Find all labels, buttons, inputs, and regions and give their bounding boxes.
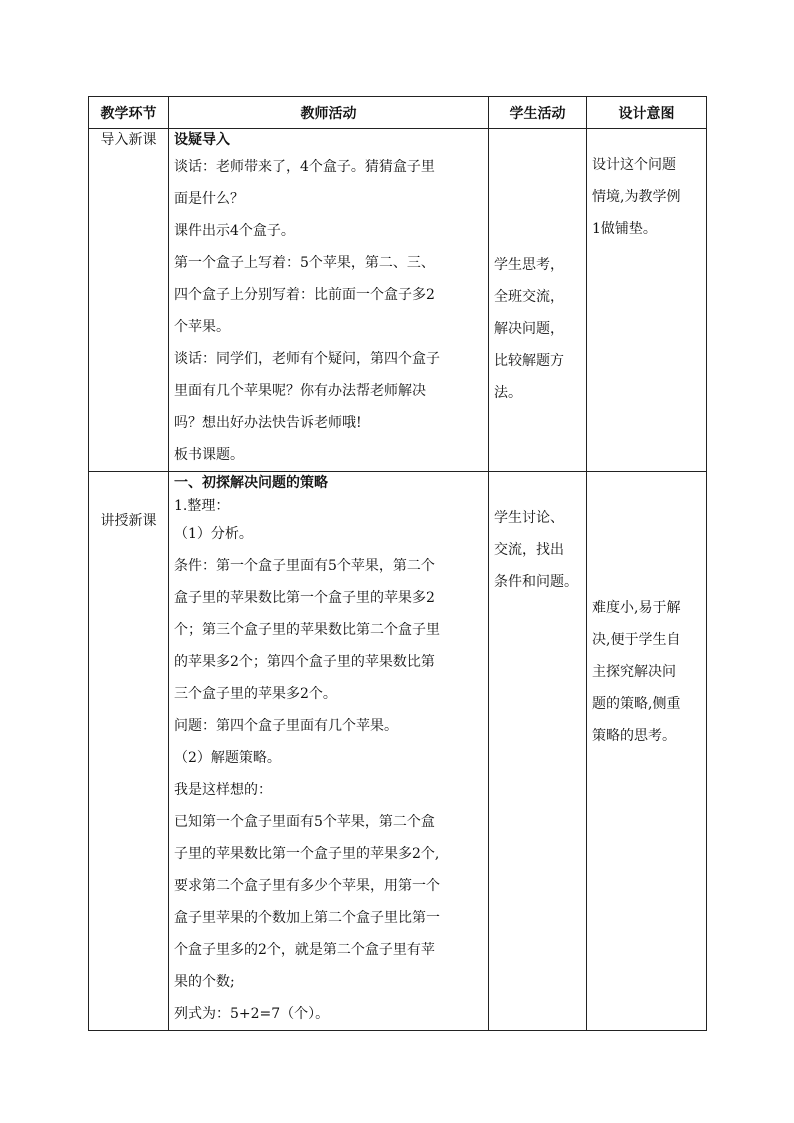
text-line: 难度小,易于解 <box>592 600 681 616</box>
table-row <box>89 472 707 1031</box>
text-line: 我是这样想的： <box>174 782 272 798</box>
text-line: 三个盒子里的苹果多2个。 <box>174 686 337 702</box>
design-intent-cell <box>587 472 707 1031</box>
text-line: 1做铺垫。 <box>592 221 657 237</box>
section-heading: 一、初探解决问题的策略 <box>174 475 328 491</box>
text-line: 子里的苹果数比第一个盒子里的苹果多2个, <box>174 846 440 862</box>
table-row <box>89 129 707 472</box>
text-line: 法。 <box>494 385 522 401</box>
section-heading: 设疑导入 <box>174 132 230 148</box>
text-line: 解决问题， <box>494 321 564 337</box>
text-line: 谈话：老师带来了，4个盒子。猜猜盒子里 <box>174 159 435 175</box>
text-line: 学生讨论、 <box>494 510 564 526</box>
text-line: 学生思考， <box>494 257 564 273</box>
text-line: 已知第一个盒子里面有5个苹果，第二个盒 <box>174 814 435 830</box>
student-activity-cell <box>489 129 587 472</box>
text-line: 全班交流， <box>494 289 564 305</box>
text-line: 设计这个问题 <box>592 157 676 173</box>
header-design-intent: 设计意图 <box>587 97 707 129</box>
lesson-plan-table <box>88 96 707 1031</box>
text-line: 个盒子里多的2个，就是第二个盒子里有苹 <box>174 942 435 958</box>
text-line: 课件出示4个盒子。 <box>174 223 295 239</box>
text-line: 第一个盒子上写着：5个苹果，第二、三、 <box>174 255 435 271</box>
text-line: 谈话：同学们，老师有个疑问，第四个盒子 <box>174 351 440 367</box>
text-line: 个苹果。 <box>174 319 230 335</box>
text-line: 个；第三个盒子里的苹果数比第二个盒子里 <box>174 622 440 638</box>
text-line: 策略的思考。 <box>592 728 676 744</box>
header-teacher-activity: 教师活动 <box>169 97 489 129</box>
text-line: 四个盒子上分别写着：比前面一个盒子多2 <box>174 287 435 303</box>
text-line: （2）解题策略。 <box>174 750 281 766</box>
text-line: 比较解题方 <box>494 353 564 369</box>
text-line: 的苹果多2个；第四个盒子里的苹果数比第 <box>174 654 435 670</box>
text-line: 面是什么？ <box>174 191 244 207</box>
table-header-row <box>89 97 707 129</box>
text-line: （1）分析。 <box>174 526 253 542</box>
design-intent-cell <box>587 129 707 472</box>
text-line: 条件和问题。 <box>494 574 578 590</box>
text-line: 要求第二个盒子里有多少个苹果，用第一个 <box>174 878 440 894</box>
text-line: 题的策略,侧重 <box>592 696 681 712</box>
teacher-activity-cell <box>169 129 489 472</box>
teacher-activity-cell <box>169 472 489 1031</box>
stage-cell: 讲授新课 <box>89 472 169 1031</box>
text-line: 主探究解决问 <box>592 664 676 680</box>
text-line: 1.整理： <box>174 498 230 514</box>
text-line: 条件：第一个盒子里面有5个苹果，第二个 <box>174 558 435 574</box>
text-line: 盒子里苹果的个数加上第二个盒子里比第一 <box>174 910 440 926</box>
text-line: 吗？想出好办法快告诉老师哦! <box>174 415 362 431</box>
student-activity-cell <box>489 472 587 1031</box>
text-line: 情境,为教学例 <box>592 189 681 205</box>
text-line: 交流，找出 <box>494 542 564 558</box>
header-stage: 教学环节 <box>89 97 169 129</box>
text-line: 盒子里的苹果数比第一个盒子里的苹果多2 <box>174 590 435 606</box>
text-line: 板书课题。 <box>174 447 244 463</box>
text-line: 决,便于学生自 <box>592 632 681 648</box>
header-student-activity: 学生活动 <box>489 97 587 129</box>
text-line: 列式为：5+2=7（个）。 <box>174 1006 330 1022</box>
text-line: 问题：第四个盒子里面有几个苹果。 <box>174 718 398 734</box>
text-line: 里面有几个苹果呢？你有办法帮老师解决 <box>174 383 426 399</box>
text-line: 果的个数; <box>174 974 235 990</box>
stage-cell: 导入新课 <box>89 129 169 472</box>
